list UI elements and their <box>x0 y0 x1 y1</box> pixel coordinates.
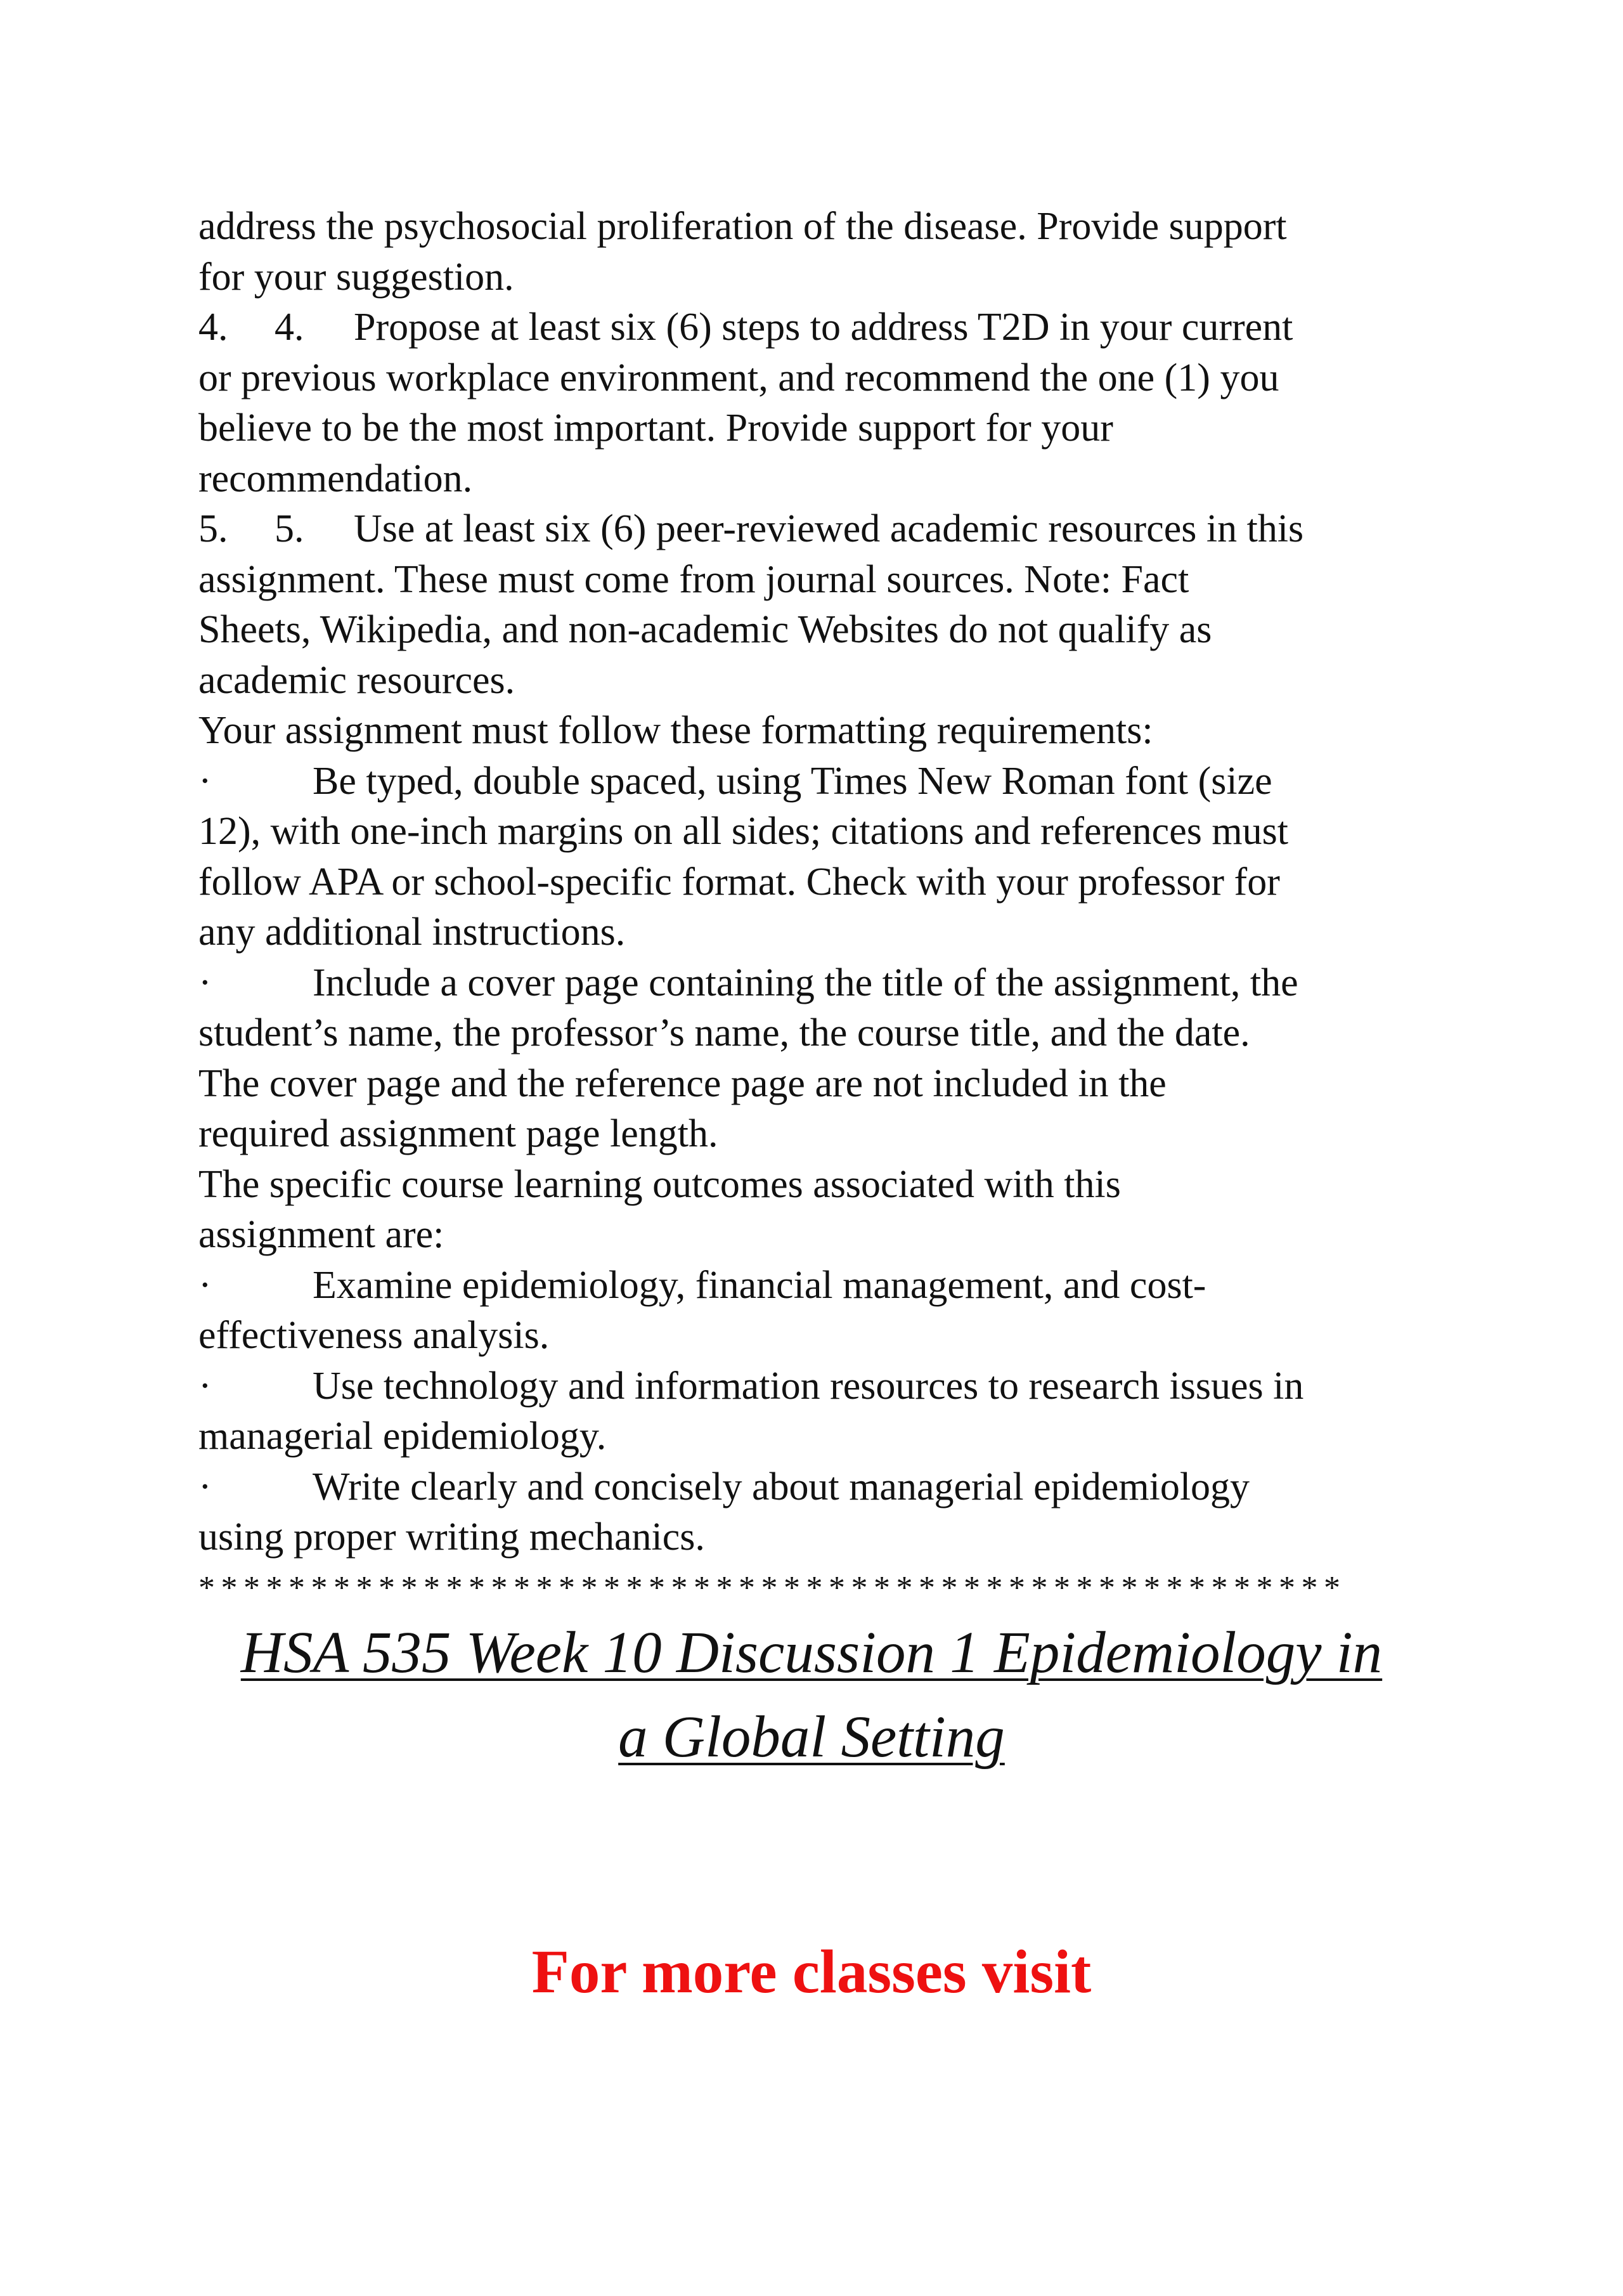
line-text: for your suggestion. <box>198 255 514 299</box>
line-text: assignment are: <box>198 1213 444 1256</box>
text-line <box>198 1210 1435 1261</box>
line-text: required assignment page length. <box>198 1112 718 1155</box>
list-number: 5. <box>275 507 304 550</box>
line-text: assignment. These must come from journal sources. Note: Fact <box>198 557 1189 601</box>
line-text: Use technology and information resources to research issues in <box>313 1364 1304 1408</box>
bullet-mark: · <box>198 1263 212 1307</box>
line-text: The cover page and the reference page are not included in the <box>198 1061 1167 1105</box>
text-line <box>198 1059 1435 1110</box>
text-line <box>198 756 1435 807</box>
text-line <box>198 252 1435 303</box>
line-text: Be typed, double spaced, using Times New Roman font (size <box>313 759 1272 803</box>
text-line <box>198 907 1435 958</box>
text-line <box>198 605 1435 656</box>
list-number: 4. <box>198 306 228 349</box>
text-line <box>198 202 1435 252</box>
text-line <box>198 454 1435 505</box>
line-text: Propose at least six (6) steps to address T2D in your current <box>354 306 1293 349</box>
line-text: academic resources. <box>198 658 515 702</box>
list-number: 4. <box>275 306 304 349</box>
bullet-mark: · <box>198 1465 212 1508</box>
text-line <box>198 1008 1435 1059</box>
text-line <box>198 857 1435 908</box>
bullet-mark: · <box>198 1364 212 1408</box>
text-line <box>198 1411 1435 1462</box>
line-text: or previous workplace environment, and recommend the one (1) you <box>198 356 1279 399</box>
list-number: 5. <box>198 507 228 550</box>
text-line <box>198 1261 1435 1311</box>
title-line-2: a Global Setting <box>618 1704 1005 1770</box>
body-text <box>198 202 1435 1563</box>
line-text: recommendation. <box>198 457 473 500</box>
text-line <box>198 1462 1435 1513</box>
line-text: The specific course learning outcomes associated with this <box>198 1162 1121 1206</box>
line-text: using proper writing mechanics. <box>198 1515 705 1559</box>
text-line <box>198 302 1435 353</box>
text-line <box>198 403 1435 454</box>
text-line <box>198 555 1435 606</box>
line-text: managerial epidemiology. <box>198 1415 607 1458</box>
line-text: Your assignment must follow these formatting requirements: <box>198 709 1153 752</box>
text-line <box>198 656 1435 706</box>
text-line <box>198 504 1435 555</box>
text-line <box>198 807 1435 857</box>
line-text: 12), with one-inch margins on all sides; citations and references must <box>198 810 1288 853</box>
line-text: Write clearly and concisely about managerial epidemiology <box>313 1465 1250 1508</box>
line-text: Examine epidemiology, financial management, and cost- <box>313 1263 1206 1307</box>
line-text: address the psychosocial proliferation of the disease. Provide support <box>198 205 1287 248</box>
promo-text: For more classes visit <box>531 1938 1092 2006</box>
text-line <box>198 706 1435 756</box>
text-line <box>198 353 1435 404</box>
document-title <box>0 1611 1623 1779</box>
line-text: any additional instructions. <box>198 911 626 954</box>
bullet-mark: · <box>198 961 212 1004</box>
line-text: believe to be the most important. Provide support for your <box>198 406 1113 450</box>
title-line-1: HSA 535 Week 10 Discussion 1 Epidemiology in <box>240 1620 1383 1685</box>
line-text: Use at least six (6) peer-reviewed academic resources in this <box>354 507 1304 550</box>
text-line <box>198 1311 1435 1361</box>
text-line <box>198 1361 1435 1412</box>
text-line <box>198 1512 1435 1563</box>
text-line <box>198 958 1435 1009</box>
text-line <box>198 1109 1435 1160</box>
line-text: Sheets, Wikipedia, and non-academic Websites do not qualify as <box>198 608 1212 651</box>
line-text: effectiveness analysis. <box>198 1314 550 1357</box>
line-text: Include a cover page containing the title of the assignment, the <box>313 961 1298 1004</box>
line-text: student’s name, the professor’s name, the course title, and the date. <box>198 1011 1250 1054</box>
separator-line: *************************************************** <box>198 1569 1347 1606</box>
bullet-mark: · <box>198 759 212 803</box>
text-line <box>198 1160 1435 1210</box>
document-body <box>198 202 1435 1613</box>
line-text: follow APA or school-specific format. Check with your professor for <box>198 860 1280 904</box>
